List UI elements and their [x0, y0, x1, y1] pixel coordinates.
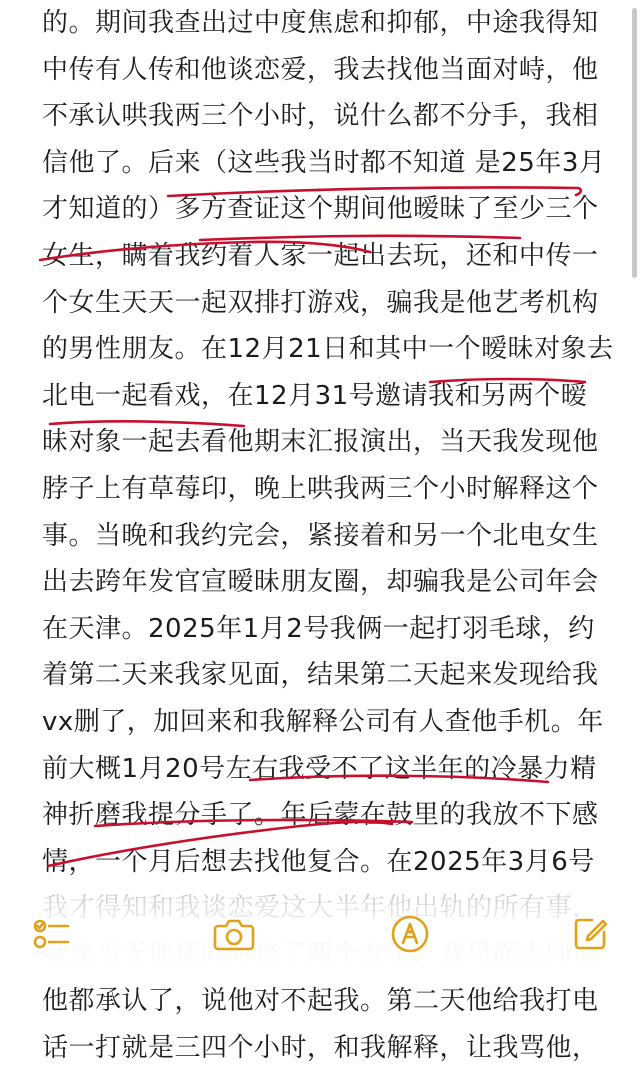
note-line: 信他了。后来（这些我当时都不知道 是25年3月	[42, 147, 606, 178]
camera-button[interactable]	[210, 910, 258, 958]
note-line: 话一打就是三四个小时，和我解释，让我骂他，	[42, 1033, 599, 1064]
note-line: 的男性朋友。在12月21日和其中一个暧昧对象去	[42, 334, 614, 365]
bottom-toolbar	[0, 888, 640, 982]
note-line: 神折磨我提分手了。年后蒙在鼓里的我放不下感	[42, 800, 599, 831]
pen-tip-icon	[390, 914, 430, 954]
compose-icon	[570, 914, 610, 954]
note-line: 事。当晚和我约完会，紧接着和另一个北电女生	[42, 520, 599, 551]
note-line: 不承认哄我两三个小时，说什么都不分手，我相	[42, 101, 599, 132]
markup-button[interactable]	[386, 910, 434, 958]
note-line: vx删了，加回来和我解释公司有人查他手机。年	[42, 706, 604, 737]
note-line: 才知道的）多方查证这个期间他暧昧了至少三个	[42, 194, 599, 225]
note-line: 女生，瞒着我约着人家一起出去玩，还和中传一	[42, 240, 599, 271]
scroll-indicator[interactable]	[632, 8, 637, 278]
note-line: 出去跨年发官宣暧昧朋友圈，却骗我是公司年会	[42, 567, 599, 598]
note-line: 昧对象一起去看他期末汇报演出，当天我发现他	[42, 427, 599, 458]
note-line: 个女生天天一起双排打游戏，骗我是他艺考机构	[42, 287, 599, 318]
note-line: 前大概1月20号左右我受不了这半年的冷暴力精	[42, 753, 597, 784]
note-line: 着第二天来我家见面，结果第二天起来发现给我	[42, 660, 599, 691]
checklist-button[interactable]	[28, 910, 76, 958]
note-line: 中传有人传和他谈恋爱，我去找他当面对峙，他	[42, 54, 599, 85]
camera-icon	[212, 914, 256, 954]
checklist-icon	[32, 914, 72, 954]
compose-button[interactable]	[566, 910, 614, 958]
note-line: 的。期间我查出过中度焦虑和抑郁，中途我得知	[42, 8, 599, 38]
note-line: 在天津。2025年1月2号我俩一起打羽毛球，约	[42, 613, 595, 644]
note-line: 北电一起看戏，在12月31号邀请我和另两个暧	[42, 380, 588, 411]
note-line: 他都承认了，说他对不起我。第二天他给我打电	[42, 986, 599, 1017]
note-line: 脖子上有草莓印，晚上哄我两三个小时解释这个	[42, 473, 599, 504]
note-line: 情，一个月后想去找他复合。在2025年3月6号	[42, 846, 595, 877]
